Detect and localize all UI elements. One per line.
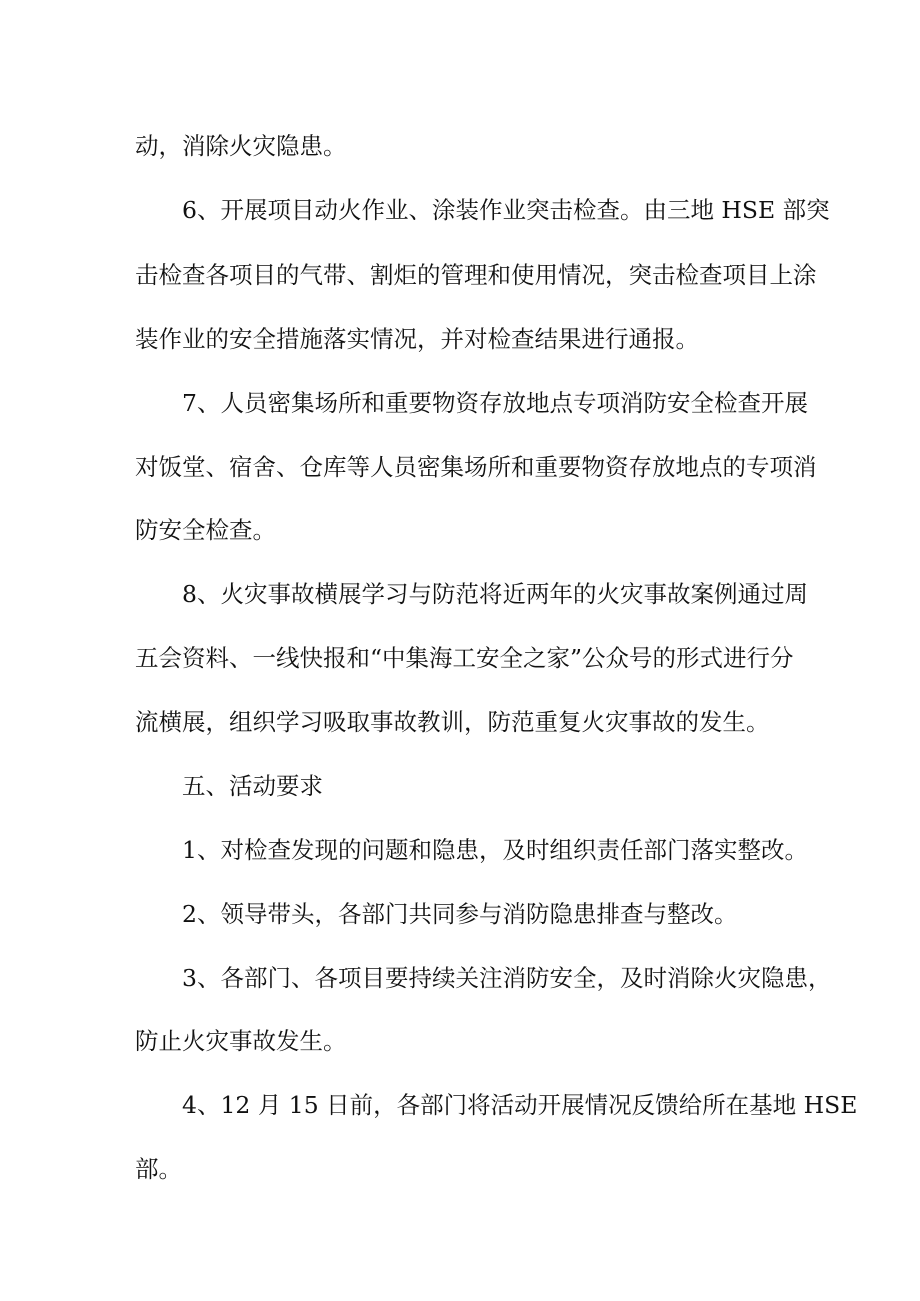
text-line: 2、领导带头，各部门共同参与消防隐患排查与整改。 bbox=[182, 900, 738, 928]
text-line: 流横展，组织学习吸取事故教训，防范重复火灾事故的发生。 bbox=[135, 708, 770, 736]
text-line: 防安全检查。 bbox=[135, 516, 276, 544]
text-line: 装作业的安全措施落实情况，并对检查结果进行通报。 bbox=[135, 325, 699, 353]
text-line: 6、开展项目动火作业、涂装作业突击检查。由三地 HSE 部突 bbox=[182, 196, 830, 224]
text-line: 部。 bbox=[135, 1155, 182, 1183]
text-line: 1、对检查发现的问题和隐患，及时组织责任部门落实整改。 bbox=[182, 836, 808, 864]
text-line: 7、人员密集场所和重要物资存放地点专项消防安全检查开展 bbox=[182, 389, 808, 417]
text-line: 击检查各项目的气带、割炬的管理和使用情况，突击检查项目上涂 bbox=[135, 261, 817, 289]
text-line: 3、各部门、各项目要持续关注消防安全，及时消除火灾隐患， bbox=[182, 964, 832, 992]
section-heading: 五、活动要求 bbox=[182, 772, 323, 800]
text-line: 动，消除火灾隐患。 bbox=[135, 132, 347, 160]
text-line: 对饭堂、宿舍、仓库等人员密集场所和重要物资存放地点的专项消 bbox=[135, 453, 817, 481]
text-line: 4、12 月 15 日前，各部门将活动开展情况反馈给所在基地 HSE bbox=[182, 1091, 858, 1119]
text-line: 防止火灾事故发生。 bbox=[135, 1027, 347, 1055]
text-line: 8、火灾事故横展学习与防范将近两年的火灾事故案例通过周 bbox=[182, 580, 808, 608]
text-line: 五会资料、一线快报和“中集海工安全之家”公众号的形式进行分 bbox=[135, 644, 794, 672]
